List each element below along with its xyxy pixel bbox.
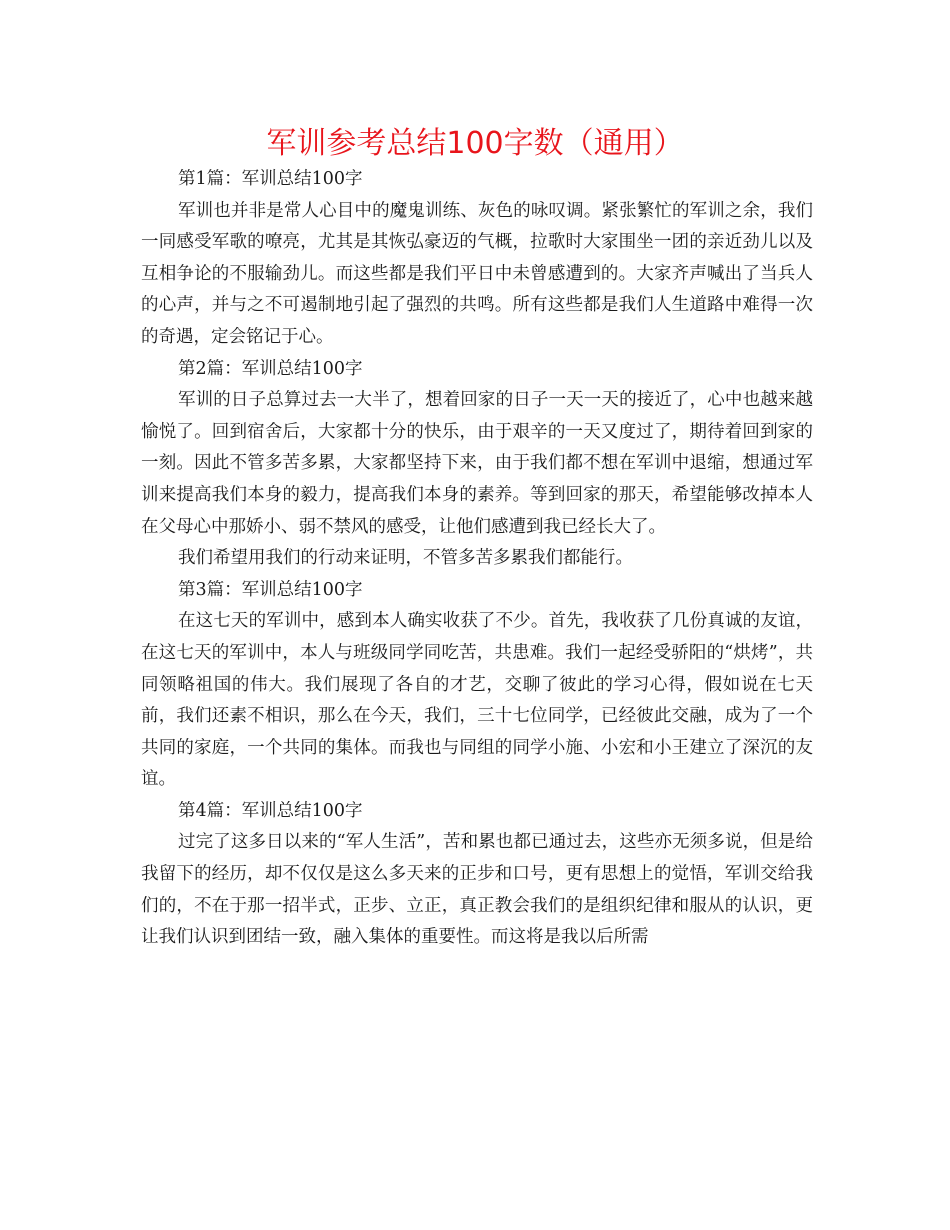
section-heading-3: 第3篇：军训总结100字 — [178, 579, 363, 600]
paragraph: 军训也并非是常人心目中的魔鬼训练、灰色的咏叹调。紧张繁忙的军训之余，我们一同感受军歌的嘹亮，尤其是其恢弘豪迈的气概，拉歌时大家围坐一团的亲近劲儿以及互相争论的不服输劲儿。而这些都是我们平日中未曾感遭到的。大家齐声喊出了当兵人的心声，并与之不可遏制地引起了强烈的共鸣。所有这些都是我们人生道路中难得一次的奇遇，定会铭记于心。 — [141, 200, 813, 347]
document-body — [141, 164, 813, 954]
paragraph: 过完了这多日以来的“军人生活”，苦和累也都已通过去，这些亦无须多说，但是给我留下的经历，却不仅仅是这么多天来的正步和口号，更有思想上的觉悟，军训交给我们的，不在于那一招半式，正步、立正，真正教会我们的是组织纪律和服从的认识，更让我们认识到团结一致，融入集体的重要性。而这将是我以后所需 — [141, 832, 813, 948]
document-title: 军训参考总结100字数（通用） — [266, 126, 684, 161]
section-heading-1: 第1篇：军训总结100字 — [178, 169, 363, 189]
paragraph: 我们希望用我们的行动来证明，不管多苦多累我们都能行。 — [178, 548, 633, 569]
paragraph: 军训的日子总算过去一大半了，想着回家的日子一天一天的接近了，心中也越来越愉悦了。回到宿舍后，大家都十分的快乐，由于艰辛的一天又度过了，期待着回到家的一刻。因此不管多苦多累，大家都坚持下来，由于我们都不想在军训中退缩，想通过军训来提高我们本身的毅力，提高我们本身的素养。等到回家的那天，希望能够改掉本人在父母心中那娇小、弱不禁风的感受，让他们感遭到我已经长大了。 — [141, 390, 813, 537]
section-heading-2: 第2篇：军训总结100字 — [178, 358, 363, 379]
section-heading-4: 第4篇：军训总结100字 — [178, 800, 363, 821]
paragraph: 在这七天的军训中，感到本人确实收获了不少。首先，我收获了几份真诚的友谊，在这七天的军训中，本人与班级同学同吃苦，共患难。我们一起经受骄阳的“烘烤”，共同领略祖国的伟大。我们展现了各自的才艺，交聊了彼此的学习心得，假如说在七天前，我们还素不相识，那么在今天，我们，三十七位同学，已经彼此交融，成为了一个共同的家庭，一个共同的集体。而我也与同组的同学小施、小宏和小王建立了深沉的友谊。 — [141, 611, 813, 790]
